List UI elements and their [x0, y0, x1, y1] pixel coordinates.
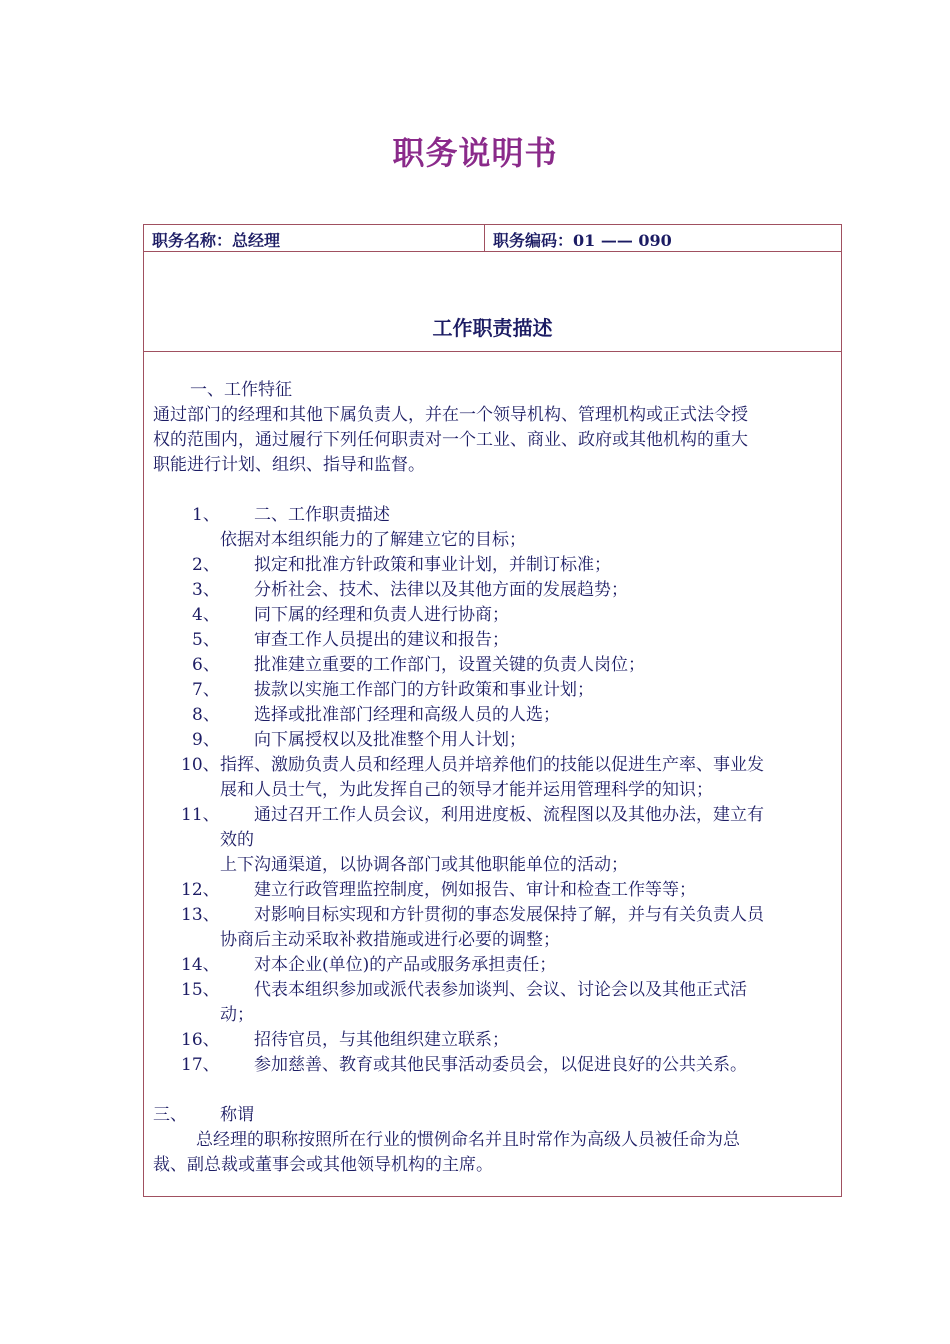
list-number: 17、 [181, 1055, 220, 1075]
list-number: 2、 [192, 555, 220, 575]
list-item-text: 上下沟通渠道，以协调各部门或其他职能单位的活动； [220, 855, 628, 875]
job-name: 职务名称：总经理 [152, 231, 281, 250]
list-number: 13、 [181, 905, 220, 925]
list-number: 9、 [192, 730, 220, 750]
list-item-text: 拔款以实施工作部门的方针政策和事业计划； [254, 680, 594, 700]
list-item-text: 对影响目标实现和方针贯彻的事态发展保持了解，并与有关负责人员 [254, 905, 764, 925]
paragraph-line: 职能进行计划、组织、指导和监督。 [153, 455, 425, 475]
list-number: 15、 [181, 980, 220, 1000]
list-number: 1、 [192, 505, 220, 525]
list-item-text: 动； [220, 1005, 254, 1025]
section-heading: 称谓 [220, 1105, 254, 1125]
list-item-text: 参加慈善、教育或其他民事活动委员会，以促进良好的公共关系。 [254, 1055, 747, 1075]
list-number: 6、 [192, 655, 220, 675]
job-code-cell [485, 225, 841, 251]
list-item-text: 批准建立重要的工作部门，设置关键的负责人岗位； [254, 655, 645, 675]
list-item-text: 依据对本组织能力的了解建立它的目标； [220, 530, 526, 550]
list-item-text: 招待官员，与其他组织建立联系； [254, 1030, 509, 1050]
list-number: 14、 [181, 955, 220, 975]
list-item-text: 指挥、激励负责人员和经理人员并培养他们的技能以促进生产率、事业发 [220, 755, 764, 775]
paragraph-line: 通过部门的经理和其他下属负责人，并在一个领导机构、管理机构或正式法令授 [153, 405, 748, 425]
job-name-cell [144, 225, 485, 251]
list-item-text: 拟定和批准方针政策和事业计划，并制订标准； [254, 555, 611, 575]
page-title: 职务说明书 [392, 134, 558, 172]
paragraph-line: 权的范围内，通过履行下列任何职责对一个工业、商业、政府或其他机构的重大 [153, 430, 748, 450]
paragraph-line: 裁、副总裁或董事会或其他领导机构的主席。 [153, 1155, 493, 1175]
list-number: 12、 [181, 880, 220, 900]
paragraph-line: 总经理的职称按照所在行业的惯例命名并且时常作为高级人员被任命为总 [196, 1130, 740, 1150]
list-number: 10、 [181, 755, 220, 775]
job-code: 职务编码：01 —— 090 [493, 231, 672, 250]
list-item-text: 展和人员士气，为此发挥自己的领导才能并运用管理科学的知识； [220, 780, 713, 800]
list-number: 3、 [192, 580, 220, 600]
list-item-text: 通过召开工作人员会议，利用进度板、流程图以及其他办法，建立有 [254, 805, 764, 825]
list-item-text: 效的 [220, 830, 254, 850]
content-body [144, 352, 841, 1196]
list-number: 三、 [153, 1105, 187, 1125]
list-number: 4、 [192, 605, 220, 625]
list-item-text: 对本企业(单位)的产品或服务承担责任； [254, 955, 557, 975]
list-item-text: 协商后主动采取补救措施或进行必要的调整； [220, 930, 560, 950]
list-item-text: 代表本组织参加或派代表参加谈判、会议、讨论会以及其他正式活 [254, 980, 747, 1000]
section-subtitle: 工作职责描述 [432, 316, 553, 340]
list-item-text: 审查工作人员提出的建议和报告； [254, 630, 509, 650]
list-number: 8、 [192, 705, 220, 725]
list-item-text: 选择或批准部门经理和高级人员的人选； [254, 705, 560, 725]
section-heading: 一、工作特征 [190, 380, 292, 400]
list-number: 11、 [181, 805, 220, 825]
list-item-text: 同下属的经理和负责人进行协商； [254, 605, 509, 625]
list-item-text: 向下属授权以及批准整个用人计划； [254, 730, 526, 750]
job-description-table [143, 224, 842, 1197]
subtitle-row [144, 252, 841, 352]
header-row [144, 225, 841, 252]
list-number: 5、 [192, 630, 220, 650]
list-number: 16、 [181, 1030, 220, 1050]
list-item-text: 建立行政管理监控制度，例如报告、审计和检查工作等等； [254, 880, 696, 900]
list-item-text: 分析社会、技术、法律以及其他方面的发展趋势； [254, 580, 628, 600]
list-number: 7、 [192, 680, 220, 700]
section-heading: 二、工作职责描述 [254, 505, 390, 525]
